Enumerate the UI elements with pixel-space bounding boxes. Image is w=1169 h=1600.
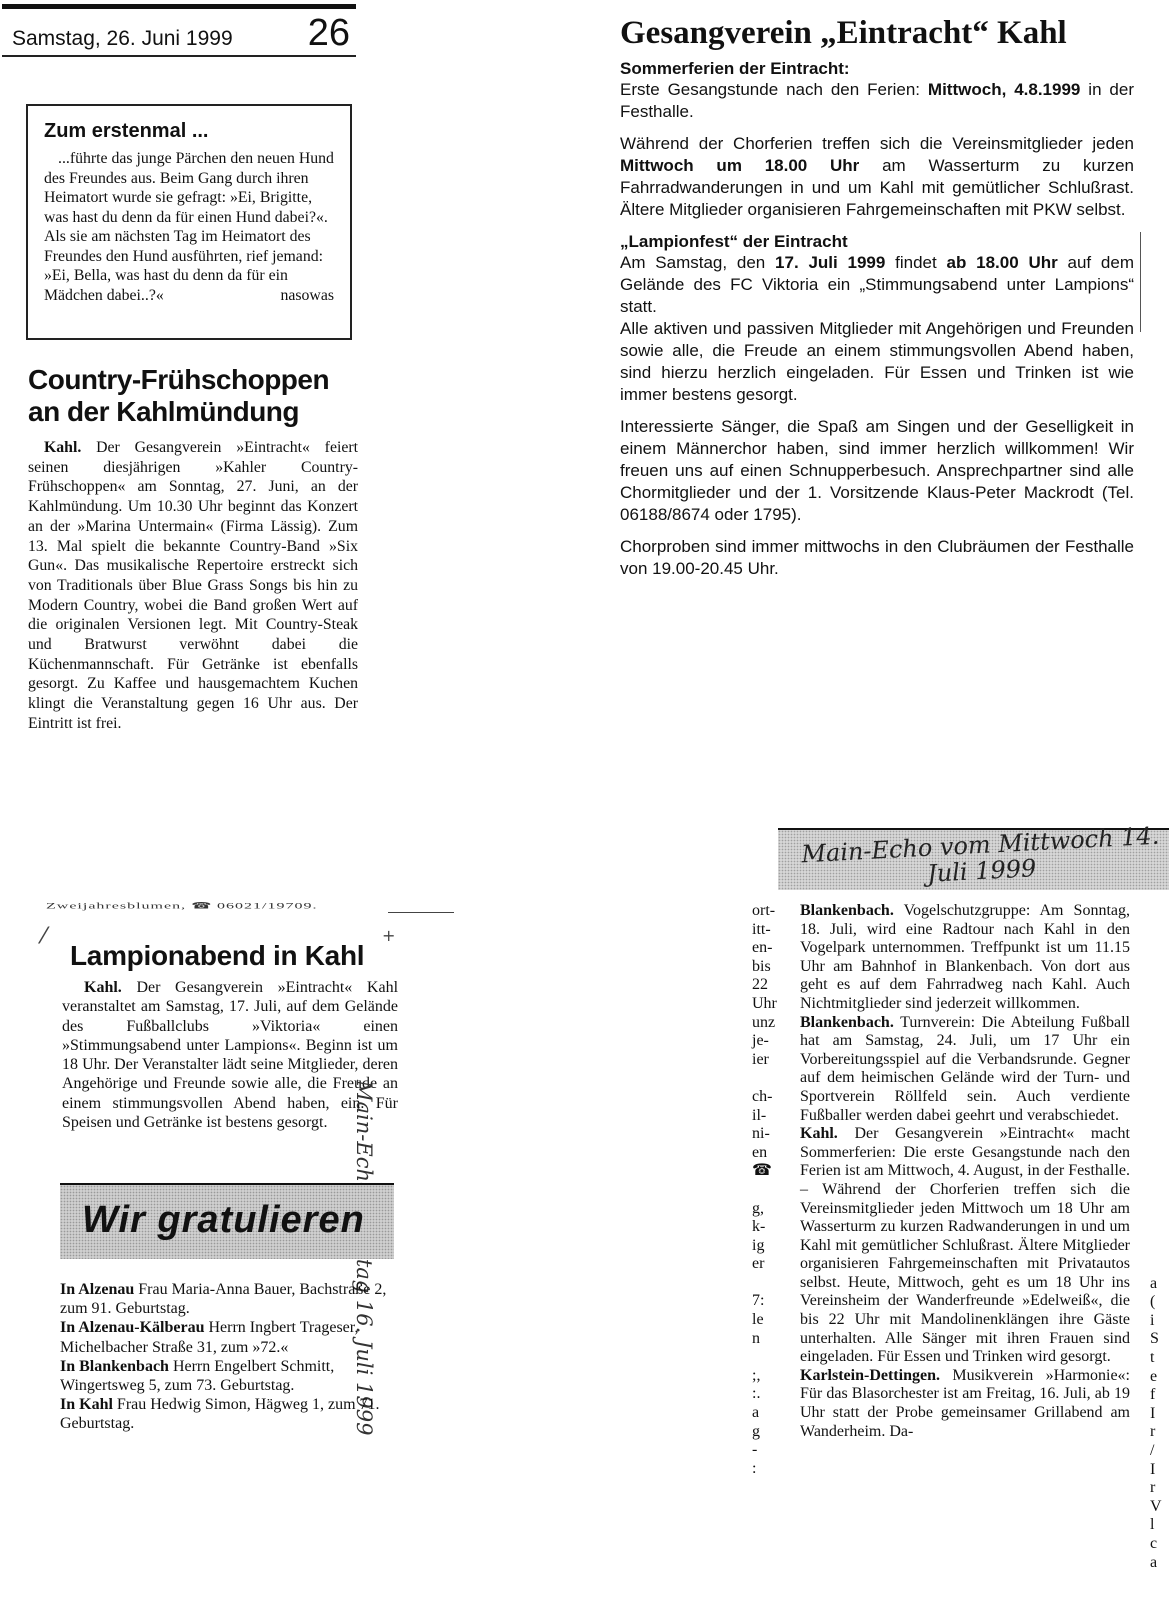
column-fragment: i (1150, 1311, 1155, 1329)
column-fragment (752, 1069, 784, 1088)
column-fragment: Uhr (752, 994, 777, 1012)
date-header (2, 4, 356, 57)
club-news-place: Kahl. (800, 1125, 838, 1143)
gratulation-place: In Blankenbach (60, 1357, 169, 1375)
club-news-item (800, 1125, 1130, 1367)
column-fragment: c (1150, 1534, 1158, 1552)
column-fragment: er (752, 1255, 765, 1273)
column-fragment: V (1150, 1497, 1162, 1515)
column-fragment: g, (752, 1199, 764, 1217)
box-article-text: ...führte das junge Pärchen den neuen Hund des Freundes aus. Beim Gang durch ihren Heimatort wurde sie gefragt: »Ei, Brigitte, was hast du denn da für einen Hund dabei?«. Als sie am nächsten Tag im Heimatort des Freundes den Hund ausführten, rief jemand: »Ei, Bella, was hast du denn da für ein Mädchen dabei..?« (44, 150, 334, 304)
cut-off-line: Zweijahresblumen, ☎ 06021/19709. (46, 901, 318, 911)
gratulation-entry (60, 1357, 394, 1395)
lampionabend-lead: Kahl. (84, 979, 122, 996)
club-news-item (800, 1367, 1130, 1441)
header-rule-bottom (2, 55, 356, 57)
club-news-place: Blankenbach. (800, 1013, 894, 1031)
gratulation-text: Frau Hedwig Simon, Hägweg 1, zum 71. Geburtstag. (60, 1396, 380, 1433)
column-fragment: k- (752, 1218, 766, 1236)
column-fragment: a (1150, 1553, 1158, 1571)
club-news-text: Vogelschutzgruppe: Am Sonntag, 18. Juli, wird eine Radtour nach Kahl in den Vogelpark unternommen. Treffpunkt ist um 11.15 Uhr am Bahnhof in Blankenbach. Von dort aus geht es auf dem Fahrradweg nach Kahl. Auch Nichtmitglieder sind jederzeit willkommen. (800, 902, 1130, 1012)
lampionfest-text (620, 252, 1134, 318)
cut-dash-line (388, 912, 454, 913)
lampionfest-invitation: Alle aktiven und passiven Mitglieder mit Angehörigen und Freunden sowie alle, die Freude an einem stimmungsvollen Abend haben, sind hierzu herzlich eingeladen. Für Essen und Trinken ist wie immer bestens gesorgt. (620, 319, 1134, 404)
column-fragment (752, 1274, 784, 1293)
column-fragment: :. (752, 1385, 761, 1403)
text-fragment: auf dem Gelände des FC Viktoria ein „Stimmungsabend unter Lampions“ statt. (620, 253, 1135, 316)
gratulation-text: Frau Maria-Anna Bauer, Bachstraße 2, zum 91. Geburtstag. (60, 1281, 387, 1318)
left-column-fragments (752, 902, 784, 1478)
gratulation-place: In Alzenau (60, 1281, 135, 1298)
column-fragment: l (1150, 1516, 1155, 1534)
column-fragment (1150, 1256, 1168, 1275)
page-number: 26 (307, 12, 350, 54)
column-fragment: ( (1150, 1293, 1156, 1311)
new-singers-text: Interessierte Sänger, die Spaß am Singen und der Geselligkeit in einem Männerchor haben, sind immer herzlich willkommen! Wir freuen uns auf einen Schnupperbesuch. Ansprechpartner sind alle Chormitglieder und der 1. Vorsitzende Klaus-Peter Mackrodt (Tel. 06188/8674 oder 1795). (620, 417, 1134, 524)
lampionabend-title: Lampionabend in Kahl (70, 940, 365, 971)
column-fragment (752, 1348, 784, 1367)
column-fragment: ort- (752, 902, 776, 919)
lampionabend-body (62, 978, 398, 1132)
rehearsal-schedule-text: Chorproben sind immer mittwochs in den Clubräumen der Festhalle von 19.00-20.45 Uhr. (620, 537, 1134, 578)
column-fragment: unz (752, 1013, 776, 1031)
club-news-text: Turnverein: Die Abteilung Fußball hat am Samstag, 24. Juli, um 17 Uhr ein Vorbereitungsspiel auf die Verbandsrunde. Gegner auf dem heimischen Gelände wird der Turn- und Sportverein Röllfeld sein. Auch verdiente Fußballer werden dabei geehrt und verabschiedet. (800, 1013, 1130, 1124)
lampionabend-article (62, 940, 398, 1132)
column-fragment: t (1150, 1348, 1155, 1366)
clipping-edge-line (1140, 232, 1141, 332)
bike-tour-text (620, 133, 1134, 221)
text-fragment: am Wasserturm zu kurzen Fahrradwanderungen in und um Kahl mit gemütlicher Schlußrast. Ältere Mitglieder organisieren Fahrgemeinschaften mit PKW selbst. (620, 156, 1134, 219)
column-fragment: g (752, 1422, 760, 1440)
text-fragment: in der Festhalle. (620, 80, 1135, 121)
summer-break-heading: Sommerferien der Eintracht: (620, 59, 850, 78)
gratulation-entry (60, 1395, 394, 1433)
gratulation-entry (60, 1280, 394, 1318)
pen-cross-mark: + (382, 926, 396, 945)
gesangverein-notice (620, 14, 1134, 580)
club-news-item (800, 902, 1130, 1014)
column-fragment: 22 (752, 976, 768, 994)
bike-tour-time: Mittwoch um 18.00 Uhr (620, 156, 860, 175)
gratulation-place: In Kahl (60, 1396, 113, 1414)
club-news-place: Blankenbach. (800, 902, 894, 919)
column-fragment: a (1150, 1274, 1158, 1292)
summer-break-text (620, 79, 1134, 123)
column-fragment: r (1150, 1479, 1156, 1497)
column-fragment: bis (752, 957, 771, 975)
column-fragment: ier (752, 1050, 769, 1068)
country-article-title: Country-Frühschoppen an der Kahlmündung (28, 364, 330, 427)
gratulations-banner-title: Wir gratulieren (82, 1199, 365, 1241)
text-fragment: Während der Chorferien treffen sich die Vereinsmitglieder jeden (620, 134, 1134, 153)
text-fragment: Am Samstag, den (620, 253, 776, 272)
column-fragment: n (752, 1329, 760, 1347)
lampionfest-heading: „Lampionfest“ der Eintracht (620, 232, 848, 251)
column-fragment: S (1150, 1330, 1159, 1348)
column-fragment (752, 1181, 784, 1200)
country-article (28, 364, 358, 734)
column-fragment: ☎ (752, 1162, 772, 1180)
gratulations-list (60, 1280, 394, 1434)
column-fragment: / (1150, 1441, 1155, 1459)
issue-date: Samstag, 26. Juni 1999 (12, 27, 233, 50)
country-article-lead: Kahl. (44, 439, 82, 456)
column-fragment: f (1150, 1386, 1156, 1404)
column-fragment: en- (752, 939, 773, 957)
column-fragment: je- (752, 1032, 769, 1050)
club-news-item (800, 1014, 1130, 1126)
column-fragment: ch- (752, 1087, 773, 1105)
gratulations-banner (60, 1183, 394, 1259)
lampionabend-text: Der Gesangverein »Eintracht« Kahl veranstaltet am Samstag, 17. Juli, auf dem Gelände des Fußballclubs »Viktoria« einen »Stimmungsabend unter Lampions«. Beginn ist um 18 Uhr. Der Veranstalter lädt seine Mitglieder, deren Angehörige und Freunde sowie alle, die Freude an einem stimmungsvollen Abend haben, ein. Für Speisen und Getränke ist bestens gesorgt. (62, 979, 399, 1132)
lampionfest-date: 17. Juli 1999 (775, 253, 886, 272)
column-fragment: a (752, 1404, 760, 1422)
gratulation-entry (60, 1318, 394, 1356)
box-article-zum-erstenmal (26, 104, 352, 340)
column-fragment: en (752, 1143, 768, 1161)
box-article-title: Zum erstenmal ... (44, 120, 209, 142)
column-fragment: ;, (752, 1366, 761, 1384)
gesangverein-title: Gesangverein „Eintracht“ Kahl (620, 15, 1067, 51)
column-fragment: : (752, 1459, 757, 1477)
gratulation-text: Herrn Engelbert Schmitt, Wingertsweg 5, zum 73. Geburtstag. (60, 1357, 335, 1395)
text-fragment: Erste Gesangstunde nach den Ferien: (620, 80, 928, 99)
first-rehearsal-date: Mittwoch, 4.8.1999 (927, 80, 1081, 99)
echo-club-news (800, 902, 1130, 1441)
club-news-text: Der Gesangverein »Eintracht« macht Sommerferien: Die erste Gesangstunde nach den Ferien ist am Mittwoch, 4. August, in der Festhalle. – Während der Chorferien treffen sich die Vereinsmitglieder jeden Mittwoch um 18 Uhr am Wasserturm zu kurzen Radwanderungen in und um Kahl mit gemütlicher Schlußrast. Ältere Mitglieder organisieren Fahrgemeinschaften mit Privatautos selbst. Heute, Mittwoch, geht es um 18 Uhr ins Vereinsheim der Wanderfreunde »Edelweiß«, die bis 22 Uhr mit Mandolinenklängen ihre Gäste unterhalten. Alle Sänger mit ihren Frauen sind eingeladen. Für Essen und Trinken wird gesorgt. (800, 1125, 1131, 1366)
column-fragment: e (1150, 1367, 1158, 1385)
column-fragment: ig (752, 1236, 765, 1254)
column-fragment: le (752, 1311, 764, 1329)
pen-mark: ⁄ (42, 924, 46, 949)
gratulation-text: Herrn Ingbert Trageser, Michelbacher Straße 31, zum »72.« (60, 1319, 359, 1356)
right-column-fragments (1150, 1256, 1168, 1572)
box-article-body (44, 149, 334, 305)
club-news-text: Musikverein »Harmonie«: Für das Blasorchester ist am Freitag, 16. Juli, ab 19 Uhr statt der Probe gemeinsamer Grillabend am Wanderheim. Da- (800, 1366, 1130, 1440)
country-article-text: Der Gesangverein »Eintracht« feiert seinen diesjährigen »Kahler Country-Frühschoppen« am Sonntag, 27. Juni, an der Kahlmündung. Um 10.30 Uhr beginnt das Konzert an der »Marina Untermain« (Firma Lässig). Zum 13. Mal spielt die bekannte Country-Band »Six Gun«. Das musikalische Repertoire erstreckt sich von Traditionals über Blue Grass Songs bis hin zu Modern Country, wobei die Band großen Wert auf die originalen Versionen legt. Mit Country-Steak und Bratwurst verwöhnt dabei die Küchenmannschaft. Für Getränke ist ebenfalls gesorgt. Zu Kaffee und hausgemachtem Kuchen klingt die Veranstaltung gegen 16 Uhr aus. Der Eintritt ist frei. (28, 439, 359, 732)
column-fragment: I (1150, 1460, 1156, 1478)
column-fragment: I (1150, 1404, 1156, 1422)
gratulation-place: In Alzenau-Kälberau (60, 1319, 205, 1337)
column-fragment: ni- (752, 1125, 770, 1143)
handwritten-echo-header: Main-Echo vom Mittwoch 14. Juli 1999 (800, 821, 1160, 888)
column-fragment: 7: (752, 1292, 765, 1310)
country-article-body (28, 438, 358, 734)
text-fragment: findet (885, 253, 947, 272)
column-fragment: il- (752, 1106, 767, 1124)
lampionfest-time: ab 18.00 Uhr (946, 253, 1058, 272)
column-fragment: itt- (752, 920, 771, 938)
column-fragment: r (1150, 1423, 1156, 1441)
column-fragment: - (752, 1441, 758, 1459)
box-article-signature: nasowas (280, 286, 334, 304)
club-news-place: Karlstein-Dettingen. (800, 1366, 940, 1384)
